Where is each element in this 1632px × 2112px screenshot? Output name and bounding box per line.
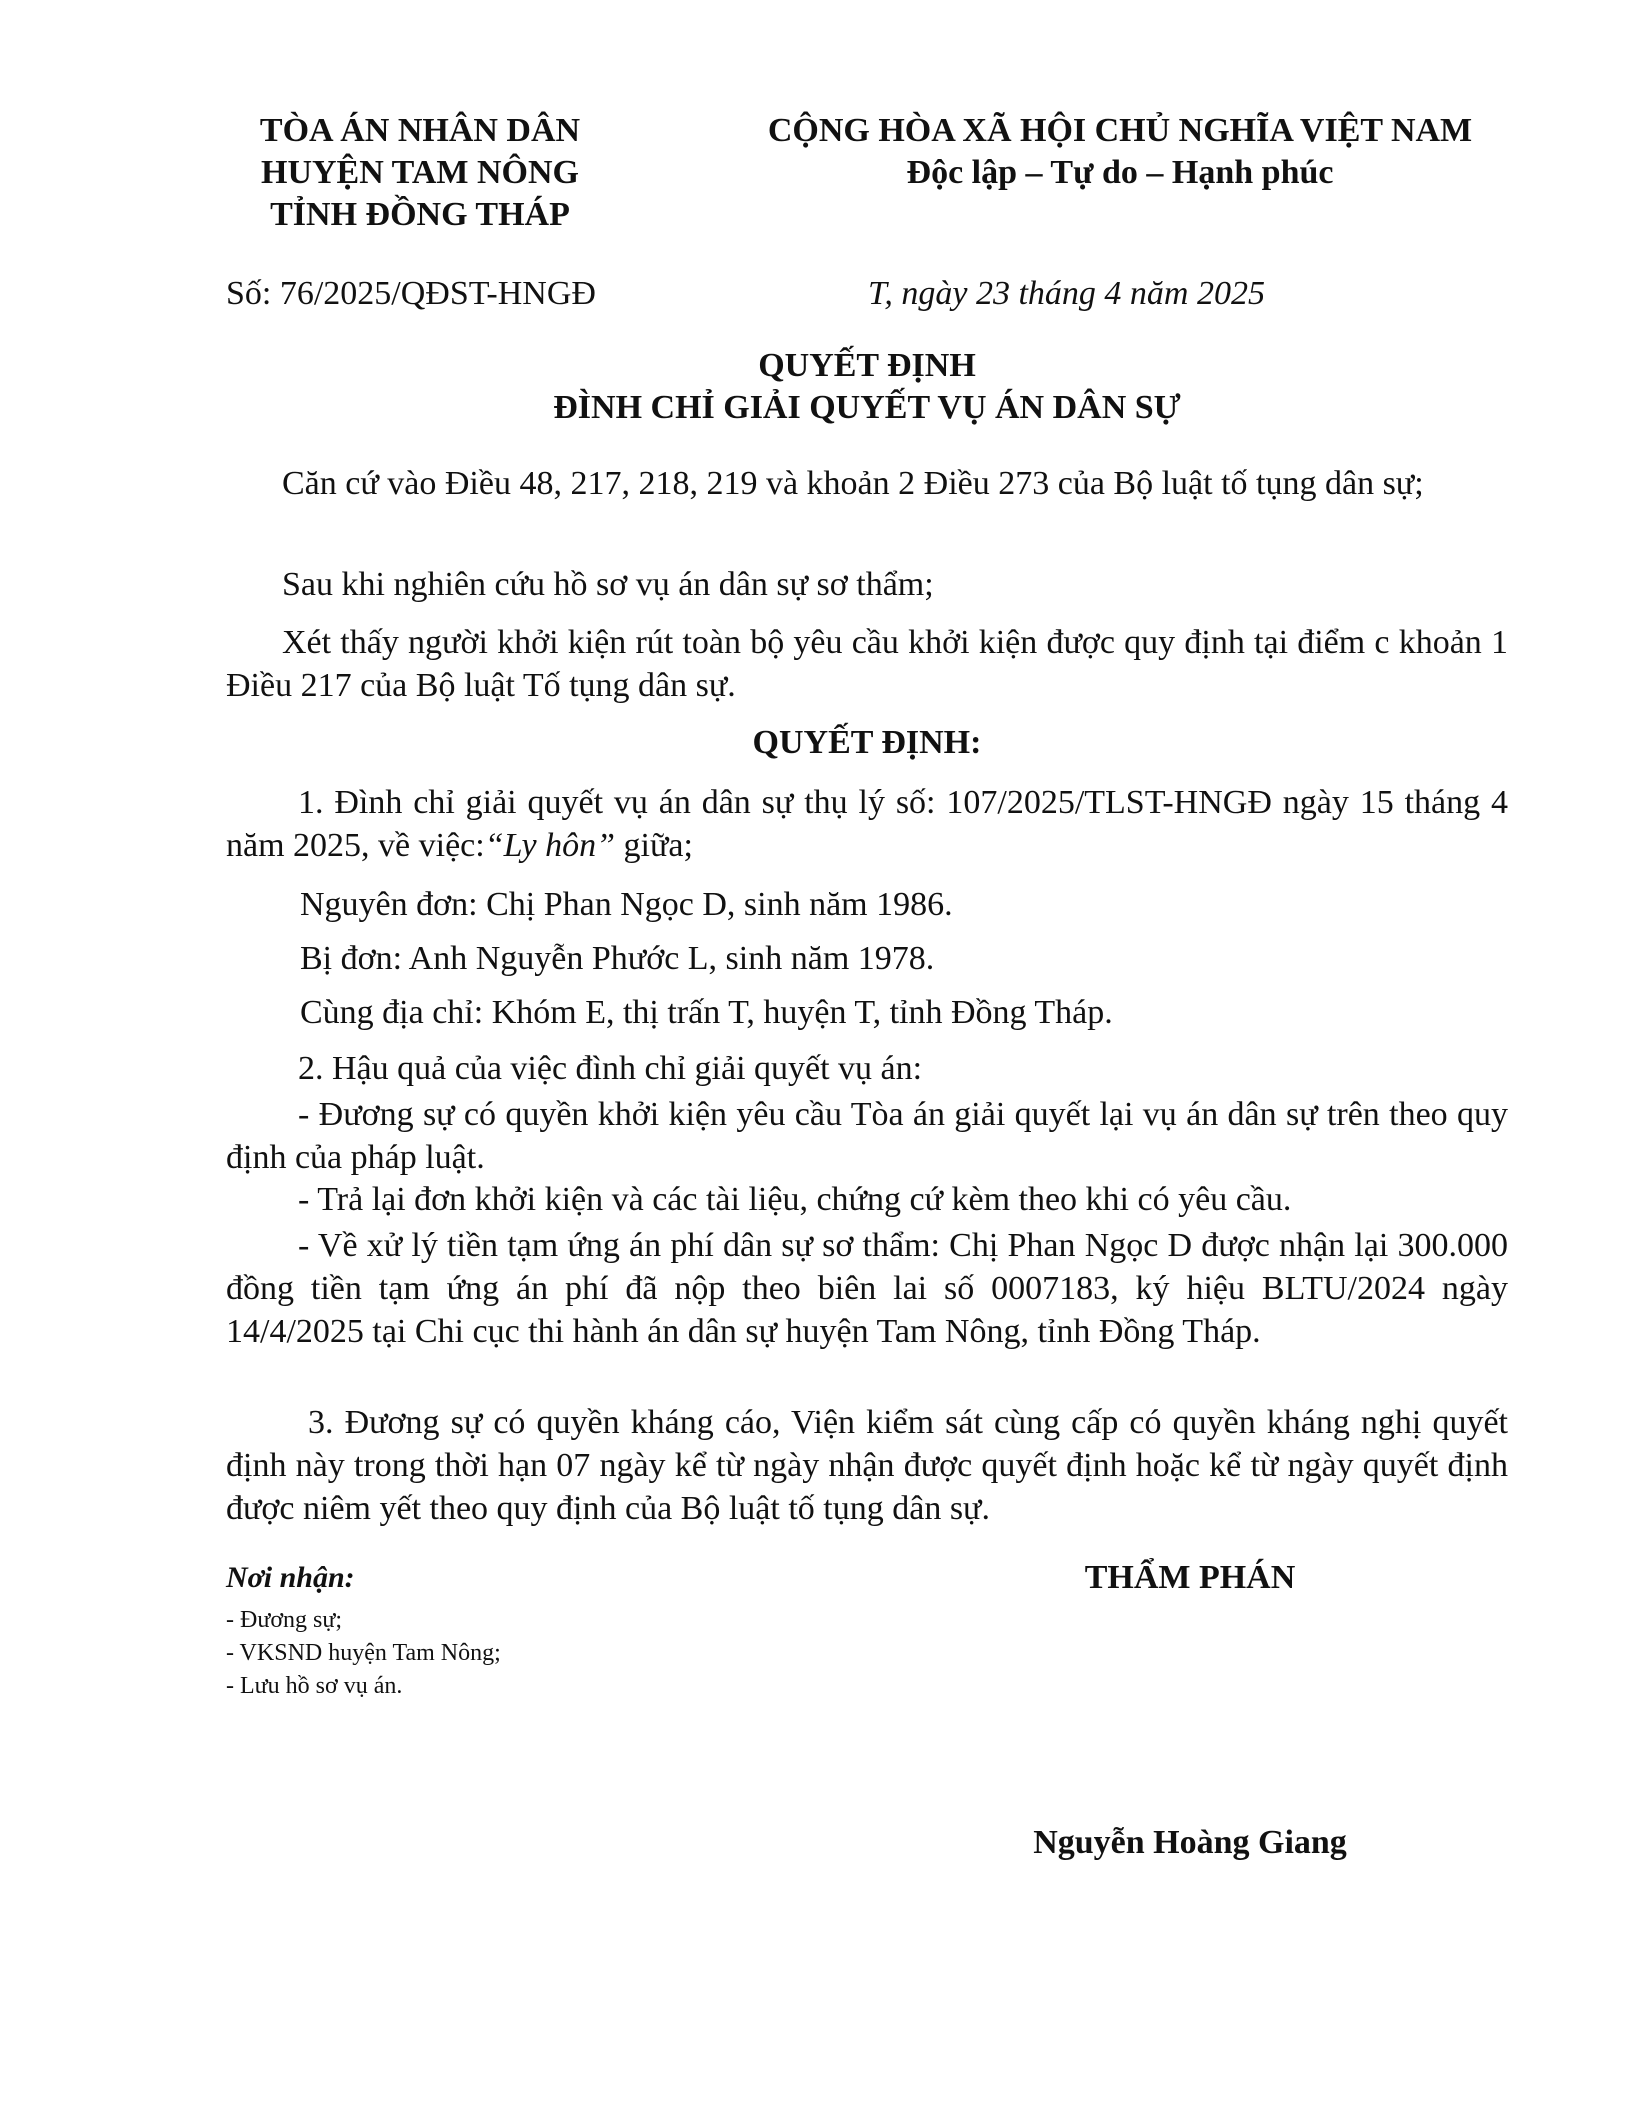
decision-heading: QUYẾT ĐỊNH: xyxy=(752,724,982,761)
recipient-item: - Lưu hồ sơ vụ án. xyxy=(226,1673,403,1699)
plaintiff: Nguyên đơn: Chị Phan Ngọc D, sinh năm 1986. xyxy=(300,886,953,923)
court-name-line3: TỈNH ĐỒNG THÁP xyxy=(270,196,570,233)
court-name-line2: HUYỆN TAM NÔNG xyxy=(261,154,579,191)
signer-title: THẨM PHÁN xyxy=(1084,1559,1296,1596)
decision-item-1-tail: giữa; xyxy=(615,827,693,864)
consequence-b: - Trả lại đơn khởi kiện và các tài liệu, chứng cứ kèm theo khi có yêu cầu. xyxy=(298,1181,1292,1218)
consequence-a: - Đương sự có quyền khởi kiện yêu cầu Tòa án giải quyết lại vụ án dân sự trên theo quy định của pháp luật. xyxy=(226,1096,1508,1176)
decision-item-3: 3. Đương sự có quyền kháng cáo, Viện kiểm sát cùng cấp có quyền kháng nghị quyết định này trong thời hạn 07 ngày kể từ ngày nhận được quyết định hoặc kể từ ngày quyết định được niêm yết theo quy định của Bộ luật tố tụng dân sự. xyxy=(226,1404,1508,1527)
signer-name: Nguyễn Hoàng Giang xyxy=(1033,1824,1347,1861)
document-date: T, ngày 23 tháng 4 năm 2025 xyxy=(868,275,1265,312)
decision-item-2: 2. Hậu quả của việc đình chỉ giải quyết vụ án: xyxy=(298,1050,923,1087)
nation-motto: Độc lập – Tự do – Hạnh phúc xyxy=(906,154,1334,191)
common-address: Cùng địa chỉ: Khóm E, thị trấn T, huyện T, tỉnh Đồng Tháp. xyxy=(300,994,1113,1031)
document-title: QUYẾT ĐỊNH xyxy=(758,347,976,384)
legal-basis-2: Sau khi nghiên cứu hồ sơ vụ án dân sự sơ thẩm; xyxy=(282,566,934,603)
legal-basis-3: Xét thấy người khởi kiện rút toàn bộ yêu cầu khởi kiện được quy định tại điểm c khoản 1 Điều 217 của Bộ luật Tố tụng dân sự. xyxy=(226,624,1508,704)
legal-basis-1: Căn cứ vào Điều 48, 217, 218, 219 và khoản 2 Điều 273 của Bộ luật tố tụng dân sự; xyxy=(282,465,1424,502)
nation-title: CỘNG HÒA XÃ HỘI CHỦ NGHĨA VIỆT NAM xyxy=(767,112,1473,149)
court-name-line1: TÒA ÁN NHÂN DÂN xyxy=(259,112,581,149)
decision-item-1-text: 1. Đình chỉ giải quyết vụ án dân sự thụ lý số: 107/2025/TLST-HNGĐ ngày 15 tháng 4 năm 2025, về việc: xyxy=(226,784,1508,864)
recipient-item: - VKSND huyện Tam Nông; xyxy=(226,1640,501,1666)
recipient-item: - Đương sự; xyxy=(226,1607,343,1633)
decision-item-1 xyxy=(226,781,1508,867)
defendant: Bị đơn: Anh Nguyễn Phước L, sinh năm 1978. xyxy=(300,940,935,977)
consequence-c: - Về xử lý tiền tạm ứng án phí dân sự sơ thẩm: Chị Phan Ngọc D được nhận lại 300.000 đồng tiền tạm ứng án phí đã nộp theo biên lai số 0007183, ký hiệu BLTU/2024 ngày 14/4/2025 tại Chi cục thi hành án dân sự huyện Tam Nông, tỉnh Đồng Tháp. xyxy=(226,1227,1508,1350)
recipients-heading: Nơi nhận: xyxy=(226,1561,355,1594)
document-number: Số: 76/2025/QĐST-HNGĐ xyxy=(226,275,596,312)
case-type: “Ly hôn” xyxy=(484,827,616,864)
document-subtitle: ĐÌNH CHỈ GIẢI QUYẾT VỤ ÁN DÂN SỰ xyxy=(553,389,1181,426)
